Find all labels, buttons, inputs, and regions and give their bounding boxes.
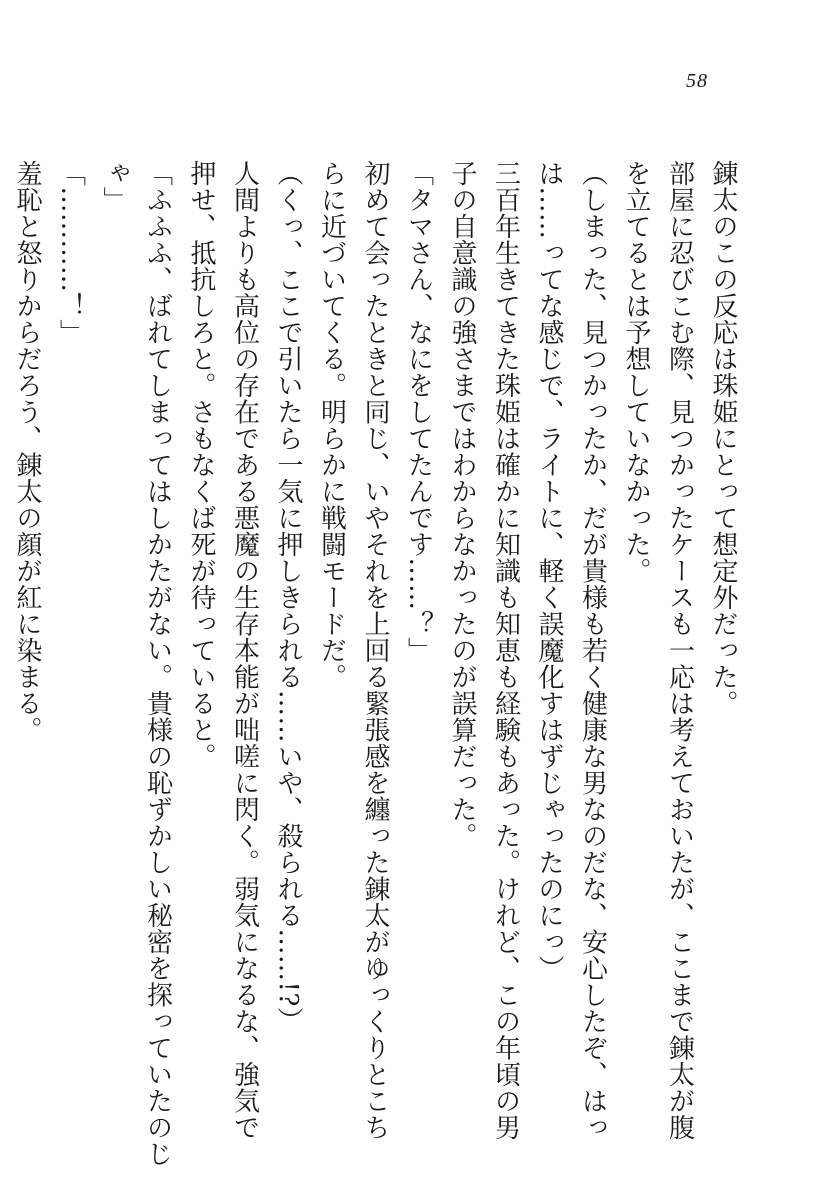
text-line: ゃ」 bbox=[99, 160, 129, 213]
text-line: 錬太のこの反応は珠姫にとって想定外だった。 bbox=[708, 160, 738, 717]
text-line: （しまった、見つかったか、だが貴様も若く健康な男なのだな、安心したぞ、はっ bbox=[577, 160, 608, 1141]
page-number: 58 bbox=[686, 70, 708, 92]
text-line: を立てるとは予想していなかった。 bbox=[621, 160, 651, 584]
text-line: 初めて会ったときと同じ、いやそれを上回る緊張感を纏った錬太がゆっくりとこち bbox=[360, 160, 390, 1141]
text-line: らに近づいてくる。明らかに戦闘モードだ。 bbox=[316, 160, 347, 690]
text-line: （くっ、ここで引いたら一気に押しきられる……いや、殺られる……!?） bbox=[273, 160, 303, 1034]
text-line: 人間よりも高位の存在である悪魔の生存本能が咄嗟に閃く。弱気になるな、強気で bbox=[229, 160, 260, 1141]
text-line: 「タマさん、なにをしてたんです……？」 bbox=[403, 160, 434, 664]
text-line: は……ってな感じで、ライトに、軽く誤魔化すはずじゃったのにっ） bbox=[534, 160, 564, 982]
text-line: 子の自意識の強さまではわからなかったのが誤算だった。 bbox=[447, 160, 477, 849]
text-line: 羞恥と怒りからだろう、錬太の顔が紅に染まる。 bbox=[12, 160, 42, 743]
text-line: 部屋に忍びこむ際、見つかったケースも一応は考えておいたが、ここまで錬太が腹 bbox=[664, 160, 695, 1141]
vertical-text-body bbox=[5, 160, 745, 1167]
text-line: 押せ、抵抗しろと。さもなくば死が待っていると。 bbox=[186, 160, 216, 770]
text-line: 「ふふふ、ばれてしまってはしかたがない。貴様の恥ずかしい秘密を探っていたのじ bbox=[142, 160, 173, 1167]
text-line: 「…………！」 bbox=[55, 160, 86, 346]
text-line: 三百年生きてきた珠姫は確かに知識も知恵も経験もあった。けれど、この年頃の男 bbox=[490, 160, 521, 1141]
